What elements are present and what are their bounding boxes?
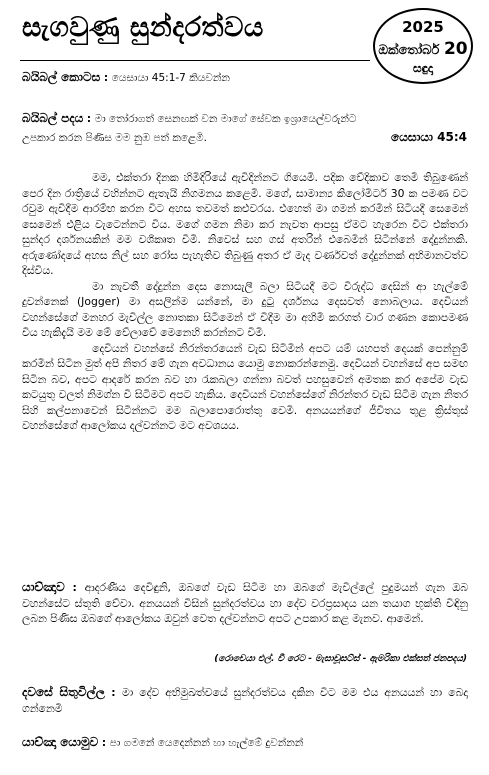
bible-verse: බයිබල් පදය : මා තෝරාගත් සෙනඟක් වන මාගේ සේවක ඉශ්‍රායෙල්වරුන්ට — [22, 111, 357, 125]
bible-reading: බයිබල් කොටස : යෙසායා 45:1-7 කියවන්න — [22, 70, 230, 84]
body-paragraph-1: මම, එක්තරා දිනක හිමිදිරියේ ඇවිදින්නට ගියෙමි. පදික වේදිකාව තෙමී තිබුණෙන් පෙර දින රාත්‍රියේ වහින්නට ඇතැයි නිගමනය කළෙමි. මගේ, සාමාන්‍ය කිලෝමීටර් 30 ක පමණ වට රවුම ඇවිදීම ආරම්භ කරන විට අහස තවමත් කළුවරය. එහෙත් මා ගමන් කරමින් සිටියදී සෙමෙන් සෙමෙන් එළිය වැටෙන්නට විය. මගේ ගමන නිමා කර නැවත ආපසු ඒමට හැරෙන විට එක්තරා සුන්දර දර්ශනයකින් මම වශීකෘත වීමි. නිවෙස් සහ ගස් අතරින් එබෙමින් සිටින්නේ දේදුන්නකි. අරුණෝදයේ අහස නිල් සහ රෝස පැහැතිව තිබුණු අතර ඒ මැද වර්ණවත් දේදුන්නක් අභිමානවත්ව දිස්විය. — [22, 171, 468, 277]
date-badge — [373, 8, 473, 84]
devotional-body — [22, 170, 468, 434]
prayer-author: (රොචෙයා එල්. වී රෙට - මැසාචූසට්ස් - ඇමරිකා එක්සත් ජනපදය) — [214, 654, 467, 664]
thought-section: දවසේ සිතුවිල්ල : මා දේව අභිමුඛත්වයේ සුන්දරත්වය දකින විට මම එය අනයයන් හා බෙදා ගන්නෙමි — [22, 685, 468, 715]
date-weekday: සඳුදා — [412, 61, 434, 75]
bible-reading-label: බයිබල් කොටස — [22, 70, 101, 84]
prayer-focus: යාච්ඤා යොමුව : පා ගමනේ යෙදෙන්නන් හා හැල්මේ දුවන්නන් — [22, 735, 304, 749]
date-day: 20 — [443, 39, 468, 59]
prayer-focus-text: පා ගමනේ යෙදෙන්නන් හා හැල්මේ දුවන්නන් — [109, 737, 304, 749]
bible-verse-line2: උපකාර කරන පිණිස මම නුඹ පත් කළෙමි. — [22, 132, 207, 144]
thought-label: දවසේ සිතුවිල්ල — [22, 685, 105, 699]
date-month-day — [375, 39, 471, 59]
prayer-section: යාච්ඤාව : ආදරණීය දෙවිඳුනි, ඔබගේ වැඩ සිටීම හා ඔබගේ මැවිල්ලේ පුදුමයන් ගැන ඔබ වහන්සේට ස්තූති වේවා. අනයයන් විසින් සුන්දරත්වය හා දේව වරප්‍රසාදය යන තයාග භුක්ති විඳිනු ලබන පිණිස ඔබගේ ආලෝකය ඔවුන් වෙත දල්වන්නට අපට උපකාර කළ මැනව. ආමෙන්. — [22, 580, 468, 625]
bible-verse-line1: මා තෝරාගත් සෙනඟක් වන මාගේ සේවක ඉශ්‍රායෙල්වරුන්ට — [94, 113, 357, 125]
prayer-focus-label: යාච්ඤා යොමුව — [22, 735, 99, 749]
date-year: 2025 — [402, 18, 444, 36]
bible-verse-label: බයිබල් පදය — [22, 111, 84, 125]
bible-verse-reference: යෙසායා 45:4 — [391, 130, 467, 144]
body-paragraph-3: දෙවියන් වහන්සේ නිරන්තරයෙන් වැඩ සිටිමින් අපට යම් යහපත් දෙයක් පෙන්නුම් කරමින් සිටින මුත් අපි නිතර මේ ගැන අවධානය යොමු නොකරන්නෙමු. දෙවියන් වහන්සේ අප සමඟ සිටින බව, අපට ආදරේ කරන බව හා රැකබලා ගන්නා බවත් පහසුවෙන් අමතක කර අපේම වැඩ කටයුතු වලත් නිමග්න වී සිටීමට අපට හැකිය. දෙවියන් වහන්සේගේ නිරන්තර වැඩ සිටීම ගැන නිතර සිහි කල්පනාවෙන් සිටින්නට මම බලාපොරොත්තු වෙමි. අනයයන්ගේ ජීවිතය තුළ ක්‍රිස්තුස් වහන්සේගේ ආලෝකය දල්වන්නට මට අවශයය. — [22, 341, 468, 432]
body-paragraph-2: මා නැවතී දේදුන්න දෙස නොසැලී බලා සිටියදී මට විරුද්ධ දෙසින් ආ හැල්මේ දුවන්නෙක් (Jogger) මා අසලින්ම යන්නේ, මා දුටු දර්ශනය දෙසවත් නොබලාය. දෙවියන් වහන්සේගේ මනහර මැවිල්ල නොතකා සිටීමෙන් ඒ විදීම මා අහිමි කරගත් වාර ගණන කොපමණ විය හැකිදැයි මම මේ වේලාවේ මෙනෙහි කරන්නට වීමි. — [22, 279, 468, 339]
prayer-label: යාච්ඤාව — [22, 580, 65, 594]
thought-text: මා දේව අභිමුඛත්වයේ සුන්දරත්වය දකින විට මම එය අනයයන් හා බෙදා ගන්නෙමි — [22, 686, 468, 715]
divider — [20, 60, 370, 61]
prayer-text: ආදරණීය දෙවිඳුනි, ඔබගේ වැඩ සිටීම හා ඔබගේ මැවිල්ලේ පුදුමයන් ගැන ඔබ වහන්සේට ස්තූති වේවා. අනයයන් විසින් සුන්දරත්වය හා දේව වරප්‍රසාදය යන තයාග භුක්ති විඳිනු ලබන පිණිස ඔබගේ ආලෝකය ඔවුන් වෙත දල්වන්නට අපට උපකාර කළ මැනව. ආමෙන්. — [22, 581, 468, 625]
date-month: ඔක්තෝබර් — [378, 43, 440, 58]
bible-reading-text: යෙසායා 45:1-7 කියවන්න — [111, 72, 230, 84]
page-title: සැගවුණු සුන්දරත්වය — [22, 12, 264, 43]
